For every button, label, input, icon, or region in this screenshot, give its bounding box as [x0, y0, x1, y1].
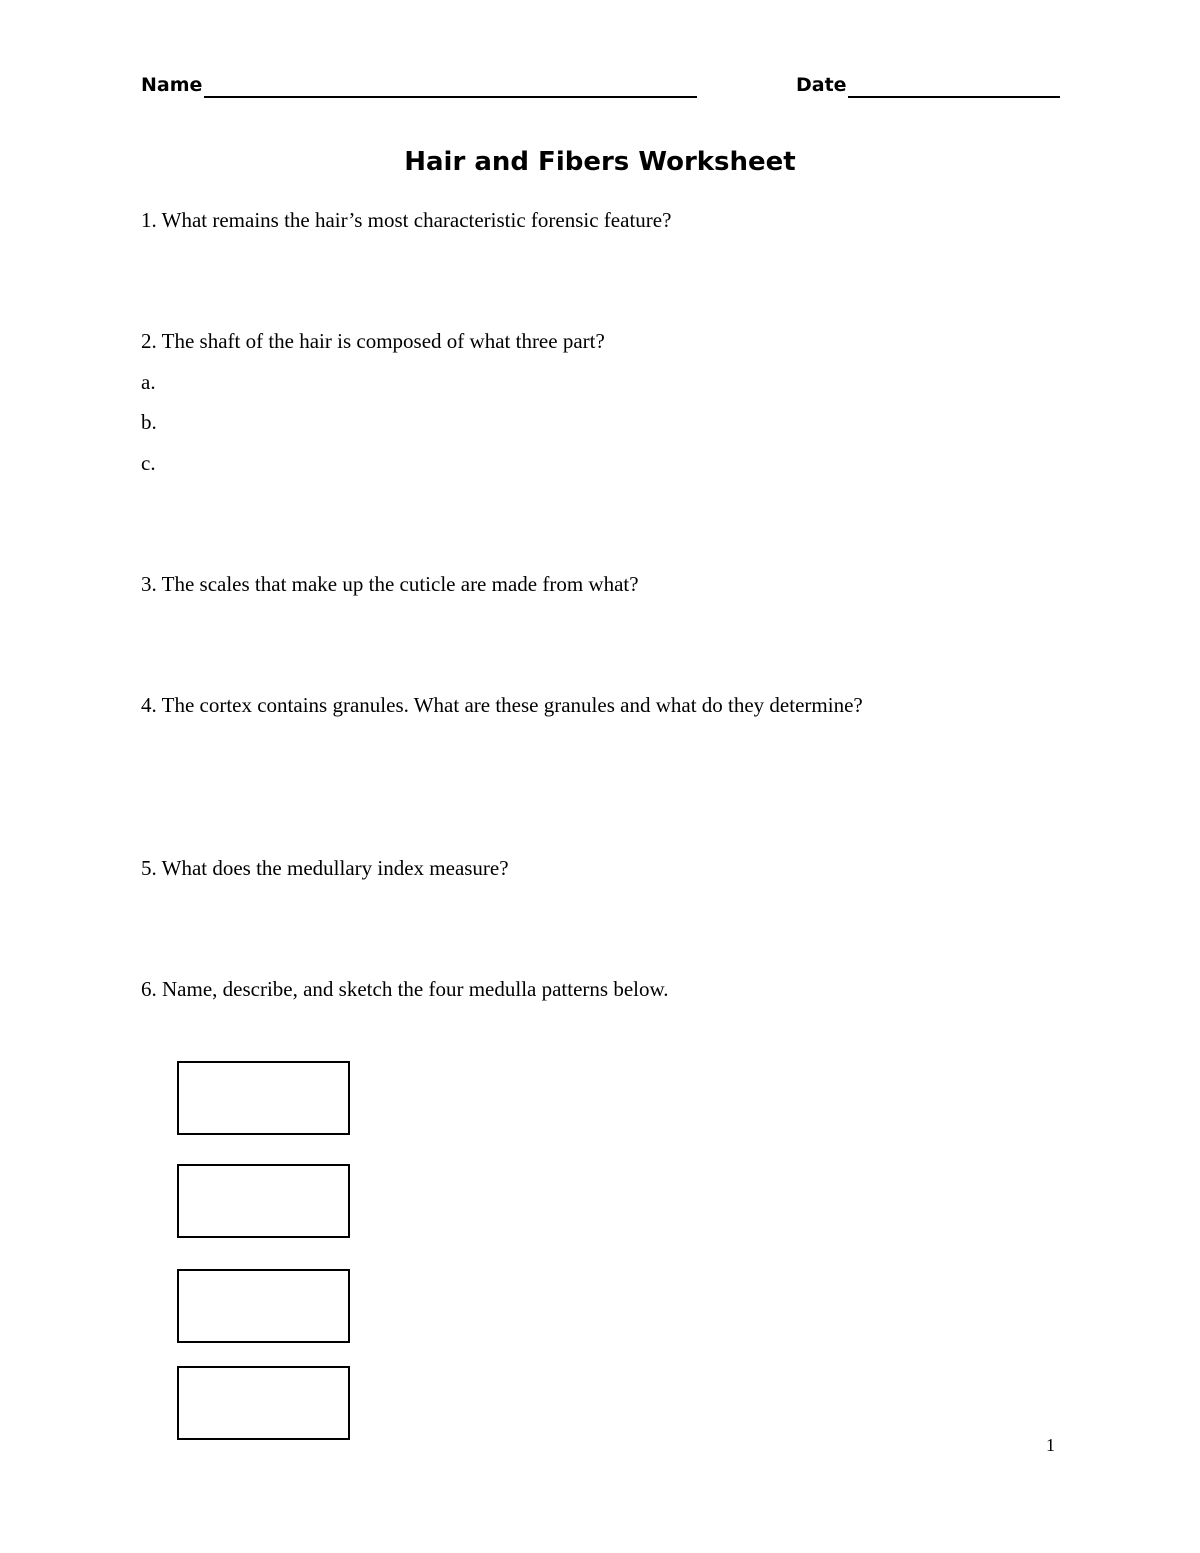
question-2: 2. The shaft of the hair is composed of what three part?: [141, 329, 605, 353]
question-3: 3. The scales that make up the cuticle are made from what?: [141, 572, 639, 596]
sketch-box-4[interactable]: [177, 1366, 350, 1440]
question-6: 6. Name, describe, and sketch the four medulla patterns below.: [141, 977, 669, 1001]
name-label: Name: [141, 74, 203, 96]
date-field[interactable]: [848, 96, 1060, 98]
name-field[interactable]: [204, 96, 697, 98]
answer-item-c: c.: [141, 451, 156, 475]
worksheet-title: Hair and Fibers Worksheet: [404, 147, 796, 177]
answer-item-a: a.: [141, 370, 156, 394]
question-5: 5. What does the medullary index measure?: [141, 856, 509, 880]
sketch-box-2[interactable]: [177, 1164, 350, 1238]
sketch-box-1[interactable]: [177, 1061, 350, 1135]
date-label: Date: [796, 74, 847, 96]
answer-item-b: b.: [141, 410, 157, 434]
question-4: 4. The cortex contains granules. What are these granules and what do they determine?: [141, 693, 863, 717]
sketch-box-3[interactable]: [177, 1269, 350, 1343]
page-number: 1: [1046, 1435, 1055, 1455]
question-1: 1. What remains the hair’s most characteristic forensic feature?: [141, 208, 672, 232]
